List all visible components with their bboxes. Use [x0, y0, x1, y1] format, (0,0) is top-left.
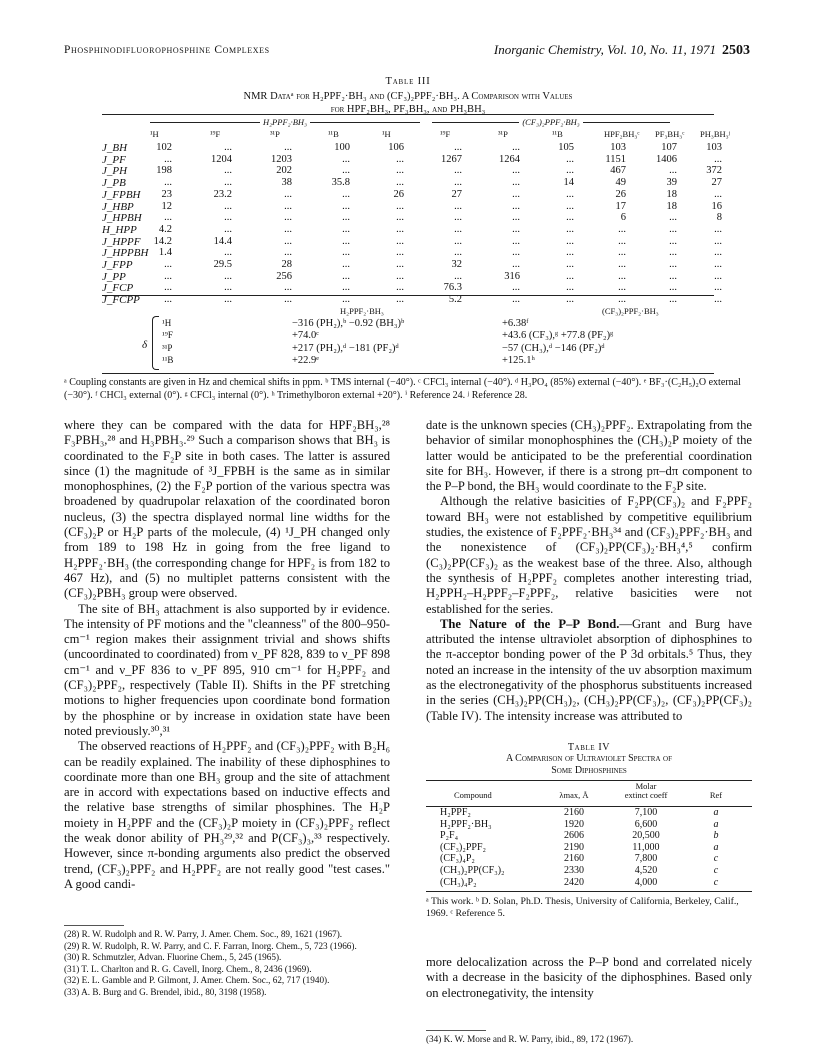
table3-row [102, 223, 722, 236]
table4-cell-coeff: 4,520 [634, 864, 658, 876]
table3-cell: ... [284, 200, 292, 212]
table3-cell: ... [224, 212, 232, 224]
table3-cell: ... [342, 153, 350, 165]
table3-cell: ... [396, 294, 404, 306]
table3-cell: ... [566, 200, 574, 212]
table3-cell: ... [342, 282, 350, 294]
table3-cell: 100 [334, 142, 350, 153]
table3-cell: ... [566, 188, 574, 200]
reference-entry: (33) A. B. Burg and G. Brendel, ibid., 80, 3198 (1958). [64, 986, 267, 997]
table3-group-cf3ppf2bh3: (CF₃)₂PPF₂·BH₃ [432, 117, 670, 129]
table3-cell: 18 [666, 188, 677, 200]
table3-cell: 1151 [605, 153, 626, 165]
table4-cell-lambda: 2160 [564, 807, 584, 818]
table3-row-label: J_HPBH [102, 212, 142, 225]
table3-cell: 1.4 [158, 247, 172, 259]
table3-cell: ... [566, 165, 574, 177]
table3-cell: ... [714, 247, 722, 259]
table4-row [426, 830, 752, 842]
table4-cell-coeff: 4,000 [634, 876, 658, 888]
table3-row [102, 177, 722, 190]
table3-cell: ... [224, 294, 232, 306]
table3-cell: 12 [161, 200, 172, 212]
reference-entry: (32) E. L. Gamble and P. Gilmont, J. Amer. Chem. Soc., 62, 717 (1940). [64, 975, 330, 986]
table3-cell: ... [618, 223, 626, 235]
table3-col-head: ¹¹B [552, 129, 563, 139]
table3-caption-line1: NMR Dataᵃ for H₂PPF₂·BH₃ and (CF₃)₂PPF₂·BH₃. A Comparison with Values [243, 91, 573, 102]
table3-cell: ... [669, 294, 677, 306]
table3-cell: ... [566, 270, 574, 282]
table3-cell: ... [512, 282, 520, 294]
table3-cell: ... [714, 294, 722, 306]
shift-nucleus: ¹H [162, 318, 172, 328]
table3-cell: ... [396, 177, 404, 189]
table3-cell: ... [566, 223, 574, 235]
table3-cell: 4.2 [158, 223, 172, 235]
table3-cell: ... [164, 294, 172, 306]
table3-cell: 103 [610, 142, 626, 153]
shift-value-h2ppf2bh3: +217 (PH₂),ᵈ −181 (PF₂)ᵈ [292, 342, 399, 354]
table4 [426, 742, 752, 920]
table3-row-label: J_FCPP [102, 294, 140, 307]
table4-cell-compound: (CH₃)₄P₂ [440, 876, 477, 888]
table4-cell-ref: a [713, 818, 719, 830]
table3-cell: ... [512, 142, 520, 153]
table3-cell: ... [396, 282, 404, 294]
right-paragraph-3 [426, 617, 752, 724]
table3-cell: 26 [393, 188, 404, 200]
table3-title: Table III [385, 76, 431, 87]
shift-value-cf3ppf2bh3: +6.38ᶠ [502, 318, 529, 329]
table3-cell: ... [342, 223, 350, 235]
table3-row-label: J_FPP [102, 259, 133, 271]
table4-cell-compound: H₂PPF₂·BH₃ [440, 818, 492, 830]
shift-nucleus: ³¹P [162, 342, 173, 353]
table3-row [102, 247, 722, 260]
table4-cell-compound: (CH₃)₂PP(CF₃)₂ [440, 864, 505, 876]
table3-cell: ... [714, 223, 722, 235]
table3-cell: 198 [156, 165, 172, 177]
table3-cell: ... [618, 247, 626, 259]
table3-cell: ... [618, 294, 626, 306]
table3-cell: ... [224, 200, 232, 212]
table3-row-label: J_PH [102, 165, 128, 178]
table3-cell: ... [164, 177, 172, 189]
table3-cell: ... [512, 177, 520, 189]
table3-cell: ... [284, 188, 292, 200]
table4-cell-ref: a [713, 807, 719, 818]
table3-cell: ... [164, 259, 172, 270]
table3-col-head: ³¹P [498, 129, 508, 139]
table3-cell: ... [454, 235, 462, 247]
table3-top-rule [102, 114, 714, 115]
shift-value-h2ppf2bh3: +22.9ᵉ [292, 354, 319, 366]
table3-cell: ... [714, 188, 722, 200]
table4-title: Table IV [567, 742, 611, 753]
table3-cell: 103 [706, 142, 722, 153]
table3-cell: 256 [276, 270, 292, 282]
table3-cell: 5.2 [448, 294, 462, 306]
running-header-title: Phosphinodifluorophosphine Complexes [64, 44, 270, 56]
table3-group-h2ppf2bh3: H₂PPF₂·BH₃ [150, 117, 420, 129]
table4-note: ᵃ This work. ᵇ D. Solan, Ph.D. Thesis, University of California, Berkeley, Calif., 1969. ᶜ Reference 5. [426, 896, 739, 920]
table3-cell: ... [284, 212, 292, 224]
table3-cell: ... [669, 223, 677, 235]
table3-cell: ... [164, 153, 172, 165]
table3-cell: 28 [281, 259, 292, 270]
table3-cell: ... [512, 188, 520, 200]
table3-cell: ... [284, 247, 292, 259]
table3-cell: ... [512, 235, 520, 247]
table3-cell: 14 [563, 177, 574, 189]
table3-cell: ... [454, 165, 462, 177]
table3-row [102, 259, 722, 271]
table3-cell: 8 [716, 212, 722, 224]
table4-cell-coeff: 7,800 [634, 853, 658, 865]
right-column-continued [426, 955, 752, 1001]
table3-cell: ... [714, 153, 722, 165]
running-header-journal [494, 42, 750, 59]
table4-row [426, 865, 752, 877]
table3-bottom-rule [102, 373, 714, 374]
table3-cell: 1267 [441, 153, 462, 165]
table4-head-molar: Molar [635, 781, 657, 791]
table3-cell: 316 [504, 270, 520, 282]
table4-row [426, 877, 752, 889]
table4-row [426, 842, 752, 854]
table3-cell: ... [164, 270, 172, 282]
table3-cell: 32 [451, 259, 462, 270]
table4-cell-compound: (CF₃)₂PPF₂ [440, 841, 487, 853]
table4-row [426, 853, 752, 865]
table3-cell: ... [566, 235, 574, 247]
table3-cell: ... [512, 200, 520, 212]
table3-cell: ... [224, 270, 232, 282]
table3-cell: ... [342, 247, 350, 259]
table3-cell: ... [284, 235, 292, 247]
table3-col-head: HPF₂BH₃ᶜ [604, 129, 640, 139]
table3-cell: ... [566, 153, 574, 165]
table3-row-label: H_HPP [102, 223, 137, 236]
left-paragraph-1: where they can be compared with the data for HPF₂BH₃,²⁸ F₃PBH₃,²⁸ and H₃PBH₃.²⁹ Such a comparison shows that BH₃ is coordinated to the F₂P site in both cases. The latter is assured since (1) the magnitude of ³J_FPBH is the same as in similar monophosphines, (2) the F₂P portion of the various spectra was broadened by quadrupolar relaxation of the coordinated boron nucleus, (3) the spectra displayed normal line widths for the (CF₃)₂P or H₂P parts of the molecule, (4) ¹J_PH changed only from 189 to 198 Hz in going from the free ligand to H₂PPF₂·BH₃ (the corresponding change for HPF₂ is from 182 to 467 Hz), and (5) no multiplet patterns consistent with the (CF₃)₂PBH₃ group were observed. [64, 418, 390, 601]
table3-footnote: ᵃ Coupling constants are given in Hz and chemical shifts in ppm. ᵇ TMS internal (−40°). ᶜ CFCl₃ internal (−40°). ᵈ H₃PO₄ (85%) external (−40°). ᵉ BF₃·(C₂H₅)₂O external (−30°). ᶠ CHCl₃ external (0°). ᵍ CFCl₃ internal (0°). ʰ Trimethylboron external +20°). ⁱ Reference 24. ʲ Reference 28. [64, 377, 741, 401]
table3-cell: ... [512, 223, 520, 235]
table3-cell: ... [512, 294, 520, 306]
table3-cell: ... [669, 270, 677, 282]
table3-cell: 27 [711, 177, 722, 189]
table4-rows [426, 807, 752, 888]
table3-row-label: J_PP [102, 270, 126, 283]
right-paragraph-1: date is the unknown species (CH₃)₂PPF₂. Extrapolating from the behavior of similar monophosphines the (CH₃)₂P moiety of the latter would be anticipated to be the preferential coordination site for BH₃. However, if there is a strong pπ–dπ component to the P–P bond, the BH₃ would coordinate to the F₂P site. [426, 418, 752, 494]
table4-cell-compound: H₂PPF₂ [440, 807, 471, 818]
table3-cell: 1406 [656, 153, 677, 165]
table3-cell: 17 [615, 200, 626, 212]
table3-cell: ... [284, 282, 292, 294]
table3-cell: ... [454, 223, 462, 235]
table3-col-head: ¹H [150, 129, 159, 139]
table3-cell: ... [512, 165, 520, 177]
table3-cell: ... [512, 247, 520, 259]
table3-cell: ... [396, 247, 404, 259]
table3-cell: ... [396, 223, 404, 235]
table4-cell-ref: b [713, 830, 719, 842]
table3-cell: ... [714, 282, 722, 294]
table3-mid-rule [102, 295, 714, 296]
table3-col-head: ¹¹B [328, 129, 339, 139]
table3-cell: ... [396, 153, 404, 165]
table3-cell: 6 [620, 212, 626, 224]
table3-cell: 35.8 [331, 177, 350, 189]
table3-cell: ... [454, 270, 462, 282]
table3-cell: ... [224, 165, 232, 177]
table3-row-label: J_FPBH [102, 188, 141, 201]
table3-cell: 102 [156, 142, 172, 153]
table3-cell: 27 [451, 188, 462, 200]
table3-cell: ... [714, 270, 722, 282]
table3-cell: 467 [610, 165, 626, 177]
table4-cell-coeff: 6,600 [634, 818, 658, 830]
table3-col-head: ¹⁹F [210, 129, 221, 139]
table3-cell: ... [342, 212, 350, 224]
journal-citation: Inorganic Chemistry, Vol. 10, No. 11, 1971 [493, 42, 716, 57]
table3-cell: ... [669, 259, 677, 270]
shift-nucleus: ¹⁹F [162, 330, 173, 341]
table3-cell: ... [224, 177, 232, 189]
table3-cell: ... [164, 212, 172, 224]
table4-cell-ref: c [713, 864, 719, 876]
shift-nucleus: ¹¹B [162, 354, 174, 365]
table4-head-lambda: λmax, Å [559, 790, 589, 800]
table3-cell: 1203 [271, 153, 292, 165]
table3-cell: 16 [711, 200, 722, 212]
table3-row-label: J_HPPBH [102, 247, 149, 260]
table3-row [102, 270, 722, 283]
table3-cell: 23.2 [213, 188, 232, 200]
table3-cell: ... [284, 294, 292, 306]
table3-row-label: J_PB [102, 177, 126, 190]
table4-bottom-rule [426, 891, 752, 892]
table3-row [102, 165, 722, 178]
table3-cell: ... [342, 200, 350, 212]
table3-row [102, 153, 722, 166]
table4-cell-lambda: 1920 [564, 818, 584, 830]
table3-cell: ... [454, 212, 462, 224]
table3-row [102, 235, 722, 248]
table3-cell: 202 [276, 165, 292, 177]
reference-entry: (34) K. W. Morse and R. W. Parry, ibid., 89, 172 (1967). [426, 1034, 634, 1044]
table4-cell-coeff: 11,000 [632, 841, 660, 853]
table3-row [102, 200, 722, 213]
table3-cell: ... [618, 259, 626, 270]
table3-cell: ... [669, 165, 677, 177]
table3-cell: 49 [615, 177, 626, 189]
table3-cell: ... [224, 223, 232, 235]
shift-value-cf3ppf2bh3: +125.1ʰ [502, 354, 535, 366]
table3-cell: ... [566, 212, 574, 224]
table3-cell: ... [669, 247, 677, 259]
table4-row [426, 807, 752, 819]
left-paragraph-3: The observed reactions of H₂PPF₂ and (CF₃)₂PPF₂ with B₂H₆ can be readily explained. The inability of these diphosphines to coordinate more than one BH₃ group and the site of attachment are in accord with expectations based on inductive effects and the relative base strengths of similar phosphines. The H₂P moiety in H₂PPF and the (CF₃)₂P moiety in (CF₃)₂PPF₂ reflect the weak donor ability of PH₃²⁹,³² and P(CF₃)₃,³³ respectively. However, since π-bonding arguments also predict the observed trend, (CF₃)₂PPF₂ and H₂PPF₂ are not really good "test cases." A good candi- [64, 739, 390, 891]
reference-entry: (29) R. W. Rudolph, R. W. Parry, and C. F. Farran, Inorg. Chem., 5, 723 (1966). [64, 940, 357, 951]
table3-cell: ... [714, 235, 722, 247]
table4-cell-ref: a [713, 841, 719, 853]
table3-row [102, 188, 722, 201]
right-paragraph-2: Although the relative basicities of F₂PP(CF₃)₂ and F₂PPF₂ toward BH₃ were not established by competitive equilibrium studies, the existence of F₂PPF₂·BH₃³⁴ and (CF₃)₂PPF₂·BH₃ and the nonexistence of (CF₃)₂PP(CF₃)₂·BH₃⁴,⁵ confirm (C₃)₂PP(CF₃)₂ as the weakest base of the three. Also, although the synthesis of H₂PPF₂ completes another interesting triad, H₂PPH₂–H₂PPF₂–F₂PPF₂, relative basicities were not established for the series. [426, 494, 752, 616]
table3-cell: 14.4 [213, 235, 232, 247]
table4-cell-coeff: 7,100 [634, 807, 658, 818]
table3-row-label: J_PF [102, 153, 126, 166]
table3-cell: ... [618, 270, 626, 282]
right-column [426, 418, 752, 724]
table3-cell: ... [714, 259, 722, 270]
table3-cell: ... [224, 282, 232, 294]
table3-cell: ... [396, 212, 404, 224]
table3-cell: ... [454, 142, 462, 153]
shift-head-h2ppf2bh3: H₂PPF₂·BH₃ [340, 306, 384, 316]
table4-cell-lambda: 2330 [564, 864, 584, 876]
table3-col-head: PF₃BH₃ᶜ [655, 129, 685, 139]
table3-cell: 105 [558, 142, 574, 153]
table3-cell: ... [566, 282, 574, 294]
table3-cell: ... [284, 142, 292, 153]
table3-cell: ... [454, 200, 462, 212]
table3-row-label: J_FCP [102, 282, 134, 295]
shift-head-cf3ppf2bh3: (CF₃)₂PPF₂·BH₃ [602, 306, 659, 316]
brace [152, 316, 159, 370]
table3-cell: 14.2 [153, 235, 172, 247]
table4-cell-compound: P₂F₄ [440, 830, 459, 842]
table4-cell-ref: c [713, 876, 719, 888]
table3-cell: ... [396, 235, 404, 247]
table3-cell: 18 [666, 200, 677, 212]
table3-row [102, 212, 722, 225]
table3-cell: ... [566, 294, 574, 306]
table3-cell: ... [618, 282, 626, 294]
table4-header-row [426, 781, 752, 803]
table4-cell-lambda: 2160 [564, 853, 584, 865]
page-number: 2503 [722, 43, 750, 58]
references-right [426, 1034, 752, 1046]
table3-cell: ... [669, 282, 677, 294]
table4-cell-compound: (CF₃)₄P₂ [440, 853, 475, 865]
table3-row [102, 142, 722, 154]
table3-cell: ... [224, 142, 232, 153]
table3-cell: ... [164, 282, 172, 294]
table4-cell-lambda: 2420 [564, 876, 584, 888]
footnote-separator-right [426, 1030, 486, 1031]
table3-row [102, 282, 722, 295]
table3-col-head: ¹H [382, 129, 391, 139]
table3-col-head: ¹⁹F [440, 129, 451, 139]
table3-cell: ... [342, 165, 350, 177]
table3-cell: 76.3 [443, 282, 462, 294]
table3-cell: 107 [661, 142, 677, 153]
table3-cell: 38 [281, 177, 292, 189]
table3-cell: ... [566, 247, 574, 259]
table3-col-head: PH₃BH₃ʲ [700, 129, 730, 139]
table3-cell: 1204 [211, 153, 232, 165]
table3-cell: ... [342, 188, 350, 200]
table3-cell: ... [454, 247, 462, 259]
table4-row [426, 819, 752, 831]
table3-cell: 29.5 [213, 259, 232, 270]
right-paragraph-4: more delocalization across the P–P bond and correlated nicely with a decrease in the basicity of the diphosphines. Based only on electronegativity, the intensity [426, 955, 752, 1000]
table3-cell: ... [396, 165, 404, 177]
table3-cell: 23 [161, 188, 172, 200]
right-paragraph-3-text: —Grant and Burg have attributed the intense ultraviolet absorption of diphosphines to the π-acceptor bonding power of the P 3d orbitals.⁵ Thus, they noted an increase in the intensity of the uv absorption maximum as the electronegativity of the phosphorus substituents increased in the series (CH₃)₂PP(CH₃)₂, (CH₃)₂PP(CF₃)₂, (CF₃)₂PP(CF₃)₂ (Table IV). The intensity increase was attributed to [426, 616, 752, 723]
table3-cell: ... [342, 270, 350, 282]
table3-col-head: ³¹P [270, 129, 280, 139]
table4-caption-line2: Some Diphosphines [551, 765, 627, 776]
table4-cell-ref: c [713, 853, 719, 865]
reference-entry: (30) R. Schmutzler, Advan. Fluorine Chem., 5, 245 (1965). [64, 952, 282, 963]
table3-row-label: J_HPPF [102, 235, 141, 248]
left-column [64, 418, 390, 892]
table3-cell: ... [342, 294, 350, 306]
shift-value-h2ppf2bh3: +74.0ᶜ [292, 330, 319, 342]
table3-cell: ... [512, 212, 520, 224]
shift-value-cf3ppf2bh3: −57 (CH₃),ᵈ −146 (PF₂)ᵈ [502, 342, 605, 354]
table3-cell: ... [284, 223, 292, 235]
table3-cell: ... [669, 212, 677, 224]
table3-cell: ... [669, 235, 677, 247]
references-left [64, 929, 390, 999]
table3-cell: 1264 [499, 153, 520, 165]
table3-cell: ... [454, 177, 462, 189]
table3-cell: 106 [388, 142, 404, 153]
table3-cell: ... [618, 235, 626, 247]
reference-entry: (28) R. W. Rudolph and R. W. Parry, J. Amer. Chem. Soc., 89, 1621 (1967). [64, 929, 343, 939]
table3-cell: ... [512, 259, 520, 270]
section-heading-pp-bond: The Nature of the P–P Bond. [440, 616, 620, 631]
shift-value-cf3ppf2bh3: +43.6 (CF₃),ᵍ +77.8 (PF₂)ᵍ [502, 330, 614, 342]
table4-caption-line1: A Comparison of Ultraviolet Spectra of [506, 753, 672, 764]
table4-cell-coeff: 20,500 [632, 830, 660, 842]
table3-cell: 26 [615, 188, 626, 200]
table3-cell: ... [396, 200, 404, 212]
left-paragraph-2: The site of BH₃ attachment is also supported by ir evidence. The intensity of PF motions and the "cleanness" of the 800–950-cm⁻¹ region makes their assignment trivial and shows shifts (uncoordinated to coordinated) from ν_PF 828, 839 to ν_PF 898 cm⁻¹ and ν_PF 836 to ν_PF 895, 910 cm⁻¹ for H₂PPF₂ and (CF₃)₂PPF₂, respectively (Table II). Shifts in the PF stretching motions to higher frequencies upon coordinate bond formation by the phosphine or by increase in oxidation state have been noted previously.³⁰,³¹ [64, 601, 390, 738]
table4-cell-lambda: 2606 [564, 830, 584, 842]
table3-cell: 372 [706, 165, 722, 177]
table3-row-label: J_HBP [102, 200, 134, 213]
table3-cell: ... [396, 270, 404, 282]
shift-value-h2ppf2bh3: −316 (PH₂),ᵇ −0.92 (BH₃)ᵇ [292, 318, 405, 329]
table4-head-compound: Compound [454, 790, 492, 800]
reference-entry: (31) T. L. Charlton and R. G. Cavell, Inorg. Chem., 8, 2436 (1969). [64, 963, 312, 974]
table3-cell: ... [224, 247, 232, 259]
delta-symbol: δ [142, 339, 148, 351]
table3-cell: 39 [666, 177, 677, 189]
table3-cell: ... [566, 259, 574, 270]
table4-head-coeff: extinct coeff [624, 790, 668, 800]
table3-row-label: J_BH [102, 142, 128, 154]
footnote-separator-left [64, 925, 124, 926]
table3-cell: ... [342, 259, 350, 270]
table3-caption-line2: for HPF₂BH₃, PF₃BH₃, and PH₃BH₃ [330, 104, 486, 115]
table3-cell: ... [342, 235, 350, 247]
table3-cell: ... [396, 259, 404, 270]
table4-head-ref: Ref [709, 790, 723, 800]
table4-cell-lambda: 2190 [564, 841, 584, 853]
